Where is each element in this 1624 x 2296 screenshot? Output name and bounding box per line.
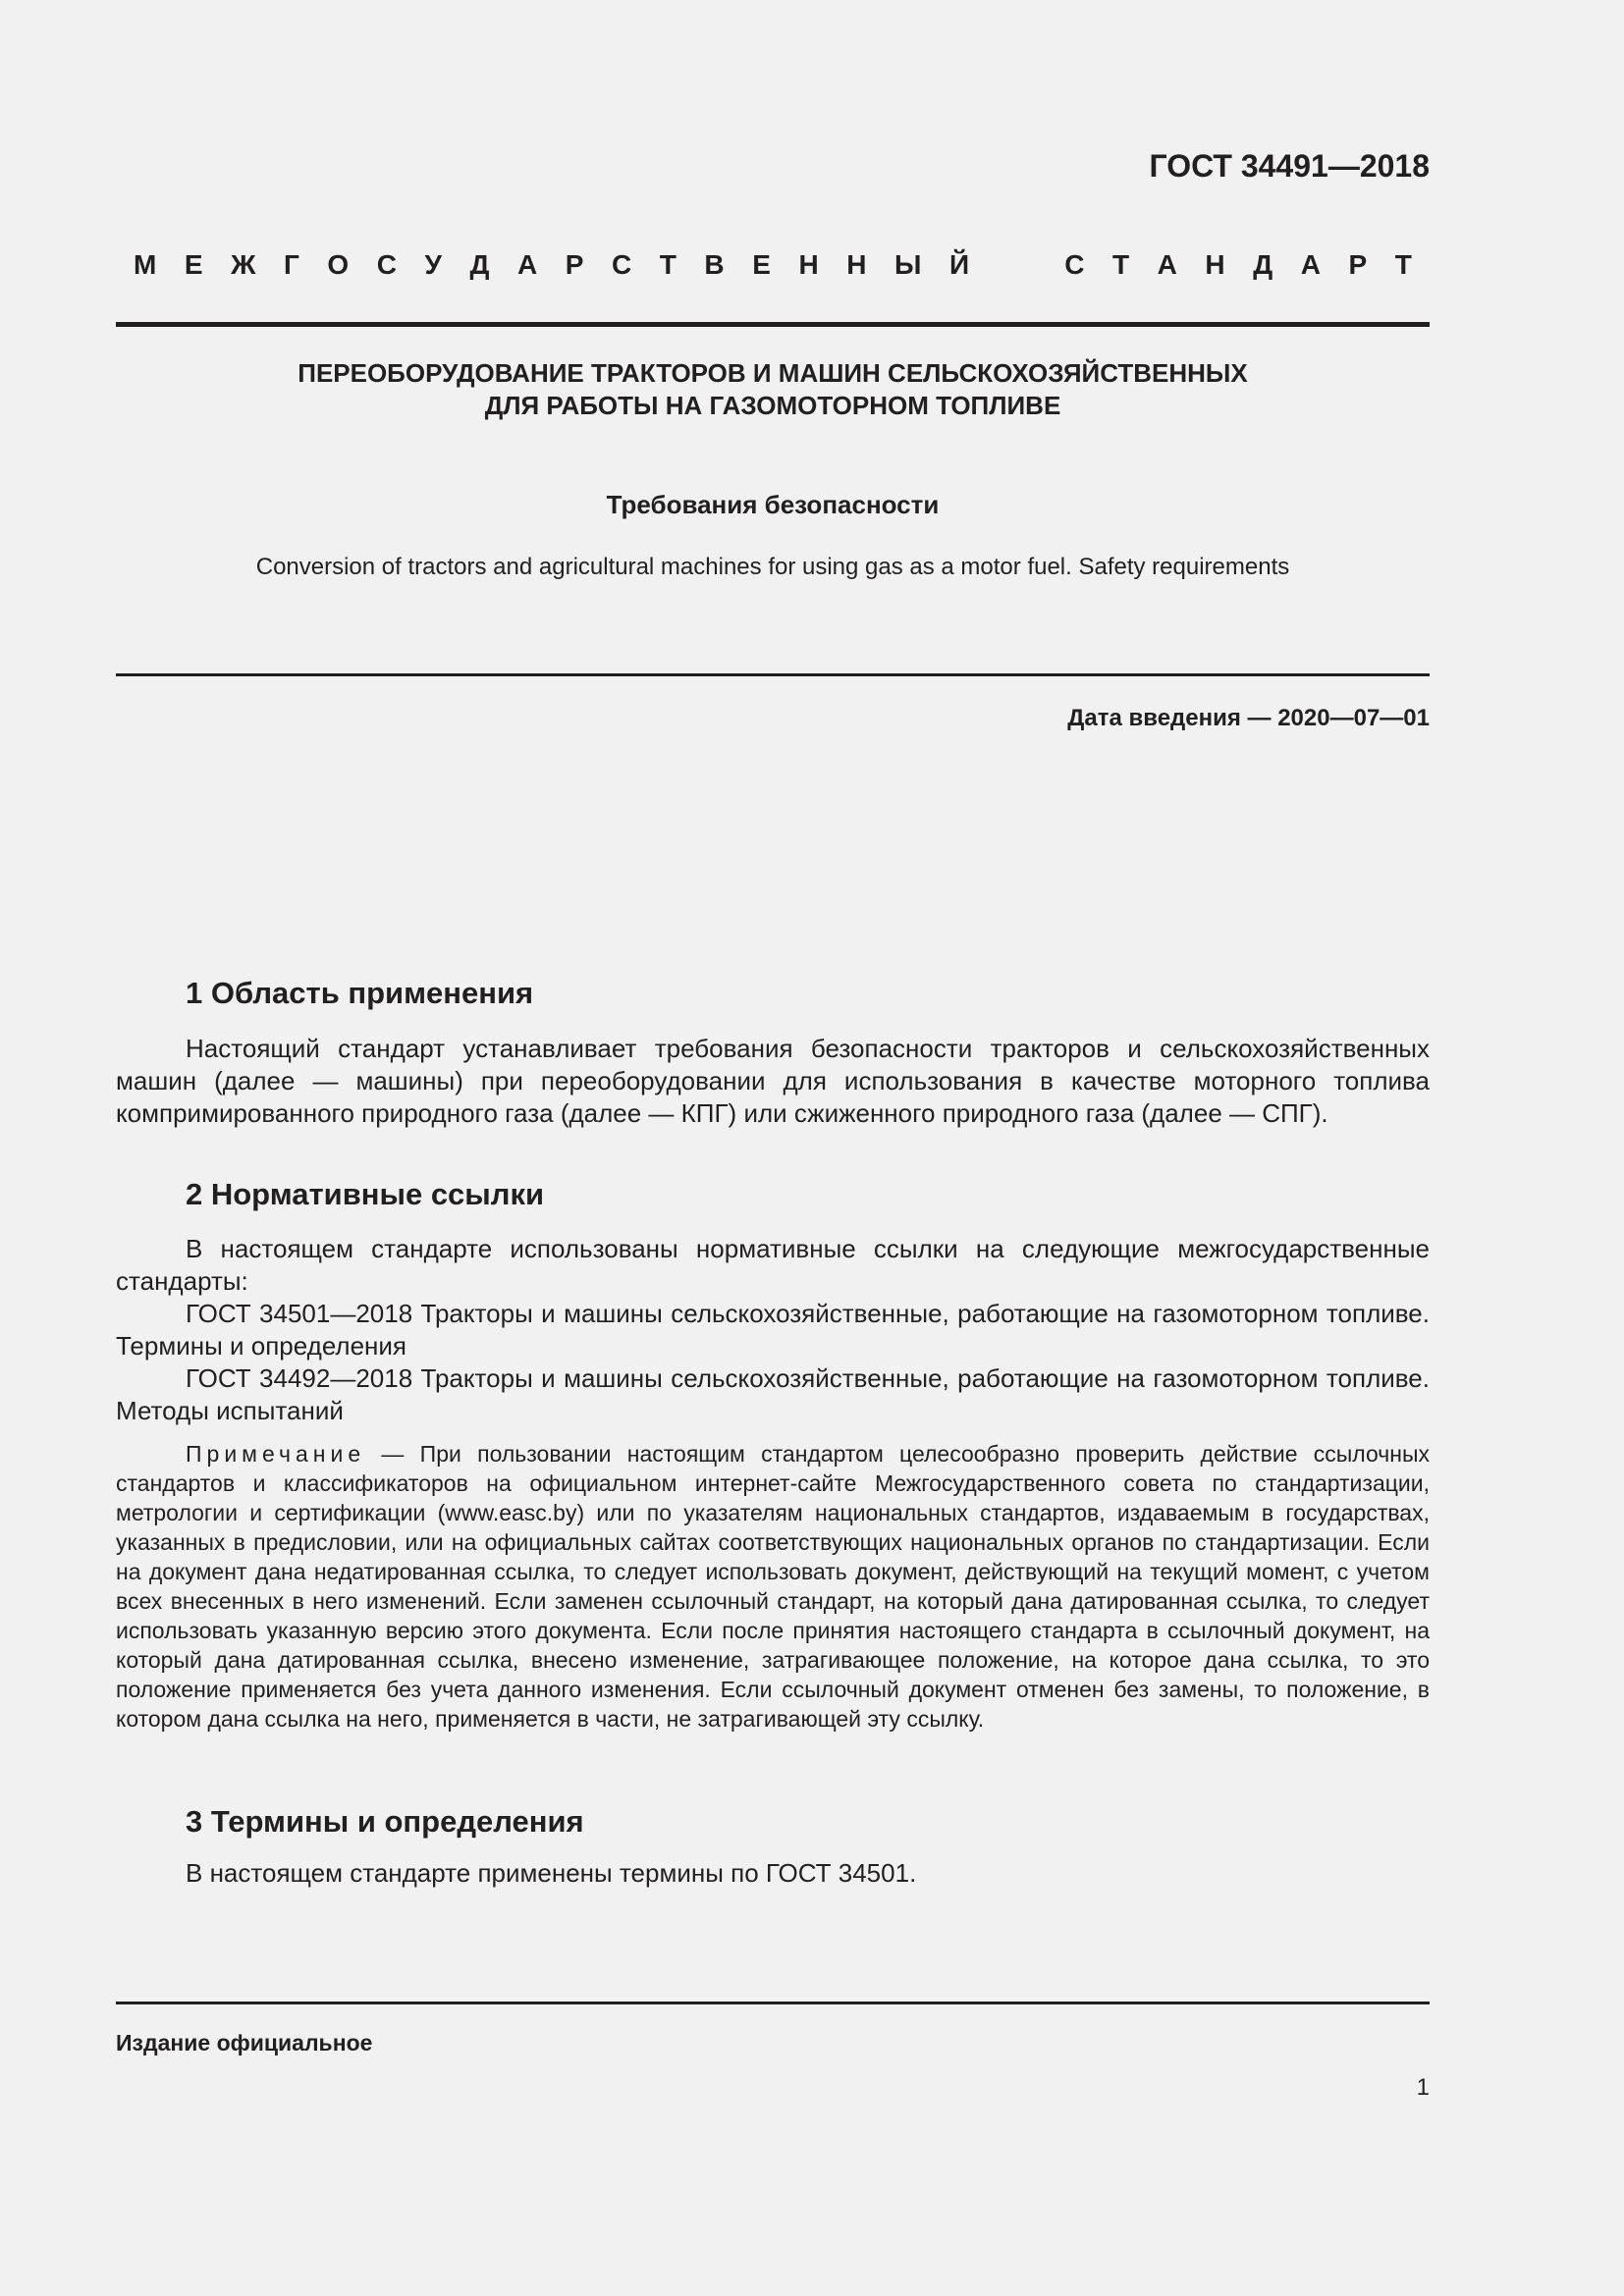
document-page	[116, 0, 1430, 2296]
interstate-letter: Р	[565, 249, 584, 280]
interstate-letter: Р	[1348, 249, 1368, 280]
interstate-letter: Й	[948, 249, 970, 280]
document-number: ГОСТ 34491—2018	[1149, 148, 1430, 184]
interstate-letter: А	[1157, 249, 1177, 280]
section-3-text: В настоящем стандарте применены термины по ГОСТ 34501.	[186, 1858, 917, 1888]
interstate-letter: А	[1300, 249, 1321, 280]
note-label: Примечание	[186, 1441, 366, 1467]
interstate-letter: Ж	[231, 249, 256, 280]
title-bottom-rule	[116, 673, 1430, 676]
footer-rule	[116, 2002, 1430, 2004]
interstate-standard-heading	[134, 245, 1412, 285]
interstate-letter: Д	[1253, 249, 1273, 280]
interstate-letter: Т	[1111, 249, 1130, 280]
interstate-letter: Д	[469, 249, 490, 280]
interstate-letter: Ы	[894, 249, 922, 280]
section-3-heading: 3 Термины и определения	[186, 1804, 584, 1839]
interstate-letter: У	[424, 249, 442, 280]
interstate-letter: В	[704, 249, 725, 280]
interstate-letter: А	[516, 249, 538, 280]
interstate-letter: Г	[283, 249, 299, 280]
title-line-1: ПЕРЕОБОРУДОВАНИЕ ТРАКТОРОВ И МАШИН СЕЛЬСКОХОЗЯЙСТВЕННЫХ	[298, 358, 1248, 388]
section-1-heading: 1 Область применения	[186, 976, 534, 1010]
title-line-2: ДЛЯ РАБОТЫ НА ГАЗОМОТОРНОМ ТОПЛИВЕ	[484, 391, 1061, 420]
top-rule	[116, 322, 1430, 327]
document-body	[116, 972, 1430, 1890]
reference-2: ГОСТ 34492—2018 Тракторы и машины сельскохозяйственные, работающие на газомоторном топливе. Методы испытаний	[116, 1363, 1430, 1425]
document-title	[116, 357, 1430, 422]
official-edition-label: Издание официальное	[116, 2030, 373, 2056]
interstate-letter: Н	[798, 249, 819, 280]
introduction-date: Дата введения — 2020—07—01	[1067, 705, 1430, 731]
reference-1: ГОСТ 34501—2018 Тракторы и машины сельскохозяйственные, работающие на газомоторном топливе. Термины и определения	[116, 1299, 1430, 1361]
english-title: Conversion of tractors and agricultural machines for using gas as a motor fuel. Safety requirements	[255, 554, 1290, 580]
section-2-heading: 2 Нормативные ссылки	[186, 1177, 545, 1211]
interstate-letter: С	[376, 249, 397, 280]
interstate-letter: О	[327, 249, 350, 280]
note-text: — При пользовании настоящим стандартом целесообразно проверить действие ссылочных стандартов и классификаторов на официальном интернет-сайте Межгосударственного совета по стандартизации, метрологии и сертификации (www.easc.by) или по указателям национальных стандартов, издаваемым в государствах, указанных в предисловии, или на официальных сайтах соответствующих национальных органов по стандартизации. Если на документ дана недатированная ссылка, то следует использовать документ, действующий на текущий момент, с учетом всех внесенных в него изменений. Если заменен ссылочный стандарт, на который дана датированная ссылка, то следует использовать указанную версию этого документа. Если после принятия настоящего стандарта в ссылочный документ, на который дана датированная ссылка, внесено изменение, затрагивающее положение, на которое дана ссылка, то это положение применяется без учета данного изменения. Если ссылочный документ отменен без замены, то положение, в котором дана ссылка на него, применяется в части, не затрагивающей эту ссылку.	[116, 1441, 1430, 1732]
interstate-letter: Е	[752, 249, 771, 280]
page-number: 1	[1416, 2074, 1430, 2101]
interstate-letter: С	[1064, 249, 1085, 280]
interstate-letter: М	[134, 249, 157, 280]
interstate-letter: Т	[659, 249, 677, 280]
interstate-letter: Н	[846, 249, 867, 280]
interstate-letter: Н	[1205, 249, 1225, 280]
word-gap	[998, 245, 1037, 285]
interstate-letter: Е	[184, 249, 203, 280]
interstate-letter: С	[611, 249, 632, 280]
section-2-intro: В настоящем стандарте использованы нормативные ссылки на следующие межгосударственные стандарты:	[116, 1234, 1430, 1296]
interstate-letter: Т	[1394, 249, 1412, 280]
document-subtitle: Требования безопасности	[606, 490, 940, 519]
section-2-note	[116, 1439, 1430, 1734]
section-1-text: Настоящий стандарт устанавливает требования безопасности тракторов и сельскохозяйственных машин (далее — машины) при переоборудовании для использования в качестве моторного топлива компримированного природного газа (далее — КПГ) или сжиженного природного газа (далее — СПГ).	[116, 1034, 1430, 1128]
